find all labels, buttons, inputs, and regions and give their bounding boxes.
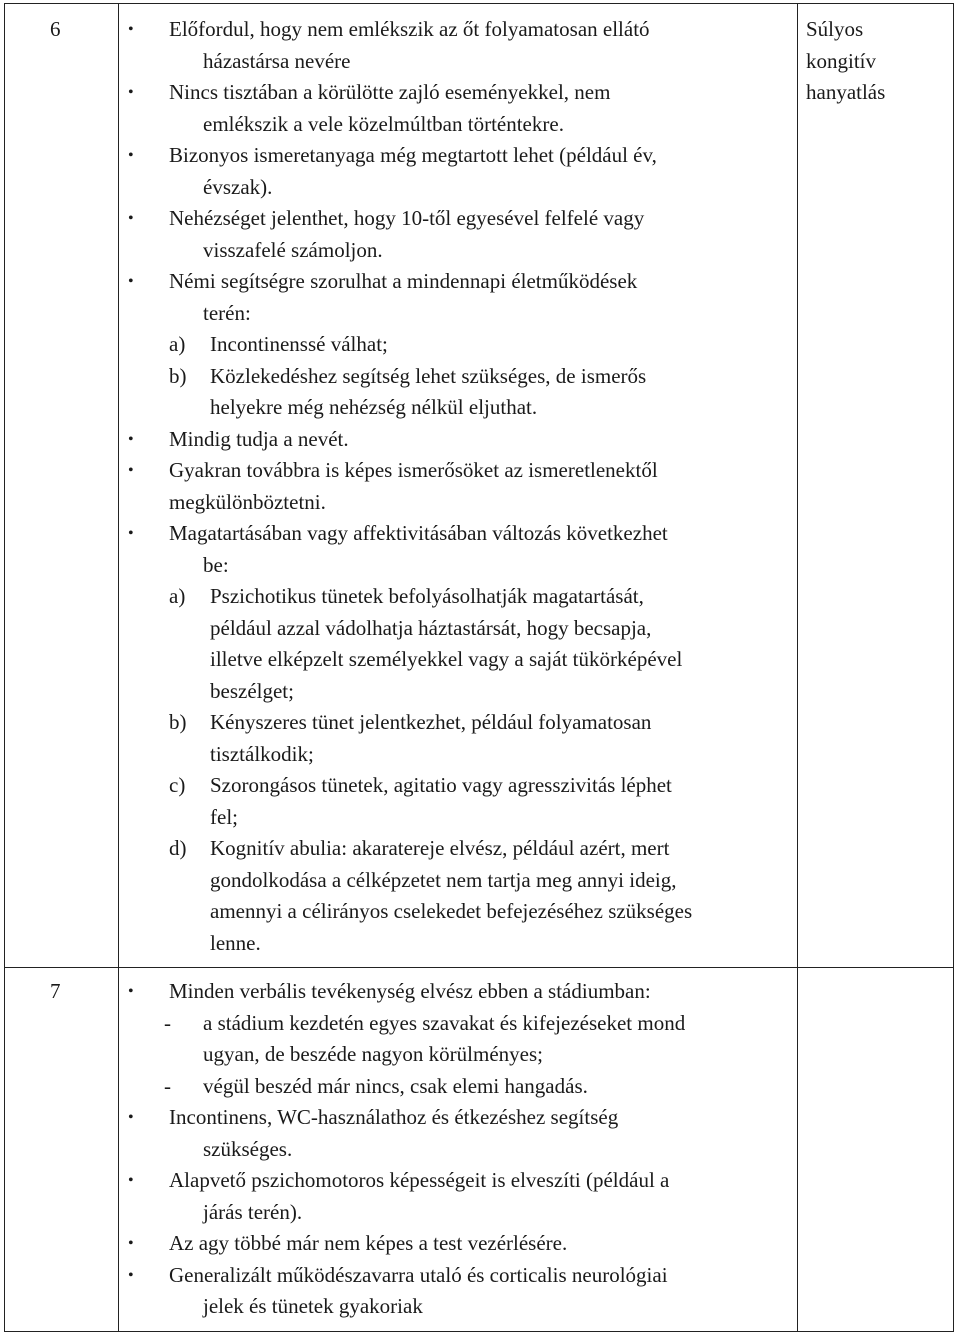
item-text-line: Közlekedéshez segítség lehet szükséges, de ismerős — [210, 363, 647, 388]
column-divider-number — [118, 4, 119, 1331]
item-text-line: házastársa nevére — [203, 48, 351, 73]
bullet-item — [128, 976, 798, 1008]
item-text-line: • Nehézséget jelenthet, hogy 10-től egyesével felfelé vagy — [169, 206, 645, 230]
bullet-item — [128, 1260, 798, 1323]
item-text-line: megkülönböztetni. — [169, 489, 326, 514]
bullet-item — [128, 424, 798, 456]
item-label: - — [164, 1073, 171, 1098]
item-text-line: • Minden verbális tevékenység elvész ebben a stádiumban: — [169, 979, 651, 1003]
item-text-line: • Incontinens, WC-használathoz és étkezéshez segítség — [169, 1105, 619, 1129]
bullet-item — [128, 455, 798, 518]
item-label: d) — [169, 836, 187, 860]
item-text-line: jelek és tünetek gyakoriak — [203, 1294, 423, 1318]
item-text-line: • Alapvető pszichomotoros képességeit is elveszíti (például a — [169, 1168, 670, 1192]
row-divider — [5, 967, 953, 968]
sub-item — [128, 329, 798, 361]
bullet-item — [128, 77, 798, 140]
item-text-line: • Nincs tisztában a körülötte zajló eseményekkel, nem — [169, 80, 611, 104]
item-text-line: • Gyakran továbbra is képes ismerősöket az ismeretlenektől — [169, 458, 658, 482]
bullet-item — [128, 1228, 798, 1260]
row-6-content — [128, 14, 798, 959]
sub-item — [128, 581, 798, 707]
item-label: - — [164, 1010, 171, 1035]
bullet-item — [128, 1102, 798, 1165]
item-text-line: • Bizonyos ismeretanyaga még megtartott lehet (például év, — [169, 143, 657, 167]
item-label: c) — [169, 773, 186, 797]
item-text-line: tisztálkodik; — [210, 741, 314, 766]
item-text-line: Szorongásos tünetek, agitatio vagy agresszivitás léphet — [210, 773, 672, 797]
row-number-6: 6 — [50, 17, 61, 41]
item-text-line: visszafelé számoljon. — [203, 237, 383, 262]
sub-item — [128, 707, 798, 770]
item-label: a) — [169, 584, 186, 608]
sub-item — [128, 361, 798, 424]
item-text-line: be: — [203, 552, 229, 577]
item-text-line: járás terén). — [203, 1199, 303, 1224]
item-text-line: évszak). — [203, 174, 273, 199]
sub-item — [128, 770, 798, 833]
stage-line: Súlyos — [806, 17, 864, 41]
item-text-line: lenne. — [210, 930, 261, 955]
stage-line: hanyatlás — [806, 80, 886, 104]
item-text-line: • Mindig tudja a nevét. — [169, 426, 349, 451]
item-text-line: szükséges. — [203, 1136, 293, 1161]
item-text-line: beszélget; — [210, 678, 294, 703]
item-text-line: Kényszeres tünet jelentkezhet, például folyamatosan — [210, 710, 652, 734]
item-text-line: • Generalizált működészavarra utaló és corticalis neurológiai — [169, 1262, 668, 1287]
dash-item — [128, 1071, 798, 1103]
row-number-7: 7 — [50, 979, 61, 1003]
item-text-line: Pszichotikus tünetek befolyásolhatják magatartását, — [210, 584, 644, 608]
item-text-line: • Az agy többé már nem képes a test vezérlésére. — [169, 1231, 568, 1255]
item-text-line: • Némi segítségre szorulhat a mindennapi életműködések — [169, 269, 638, 293]
sub-item — [128, 833, 798, 959]
item-text-line: • Előfordul, hogy nem emlékszik az őt folyamatosan ellátó — [169, 17, 650, 41]
stage-line: kongitív — [806, 48, 877, 73]
bullet-item — [128, 14, 798, 77]
item-text-line: • Magatartásában vagy affektivitásában változás következhet — [169, 521, 668, 545]
item-text-line: Kognitív abulia: akaratereje elvész, például azért, mert — [210, 836, 670, 860]
item-text-line: helyekre még nehézség nélkül eljuthat. — [210, 395, 538, 419]
item-text-line: illetve elképzelt személyekkel vagy a saját tükörképével — [210, 647, 683, 671]
item-text-line: emlékszik a vele közelmúltban történtekre. — [203, 111, 564, 136]
item-text-line: terén: — [203, 300, 251, 325]
dash-item — [128, 1008, 798, 1071]
bullet-item — [128, 266, 798, 329]
item-label: a) — [169, 332, 186, 356]
item-text-line: gondolkodása a célképzetet nem tartja meg annyi ideig, — [210, 867, 677, 892]
item-label: b) — [169, 363, 187, 388]
bullet-item — [128, 1165, 798, 1228]
item-text-line: a stádium kezdetén egyes szavakat és kifejezéseket mond — [203, 1010, 686, 1035]
item-text-line: ugyan, de beszéde nagyon körülményes; — [203, 1042, 543, 1066]
bullet-item — [128, 140, 798, 203]
row-7-content — [128, 976, 798, 1323]
item-label: b) — [169, 710, 187, 734]
item-text-line: Incontinenssé válhat; — [210, 332, 388, 356]
item-text-line: fel; — [210, 804, 238, 829]
bullet-item — [128, 518, 798, 581]
item-text-line: például azzal vádolhatja háztastársát, hogy becsapja, — [210, 615, 652, 640]
item-text-line: amennyi a célirányos cselekedet befejezéséhez szükséges — [210, 899, 693, 923]
bullet-item — [128, 203, 798, 266]
stage-name-6 — [806, 14, 946, 109]
item-text-line: végül beszéd már nincs, csak elemi hangadás. — [203, 1073, 588, 1098]
